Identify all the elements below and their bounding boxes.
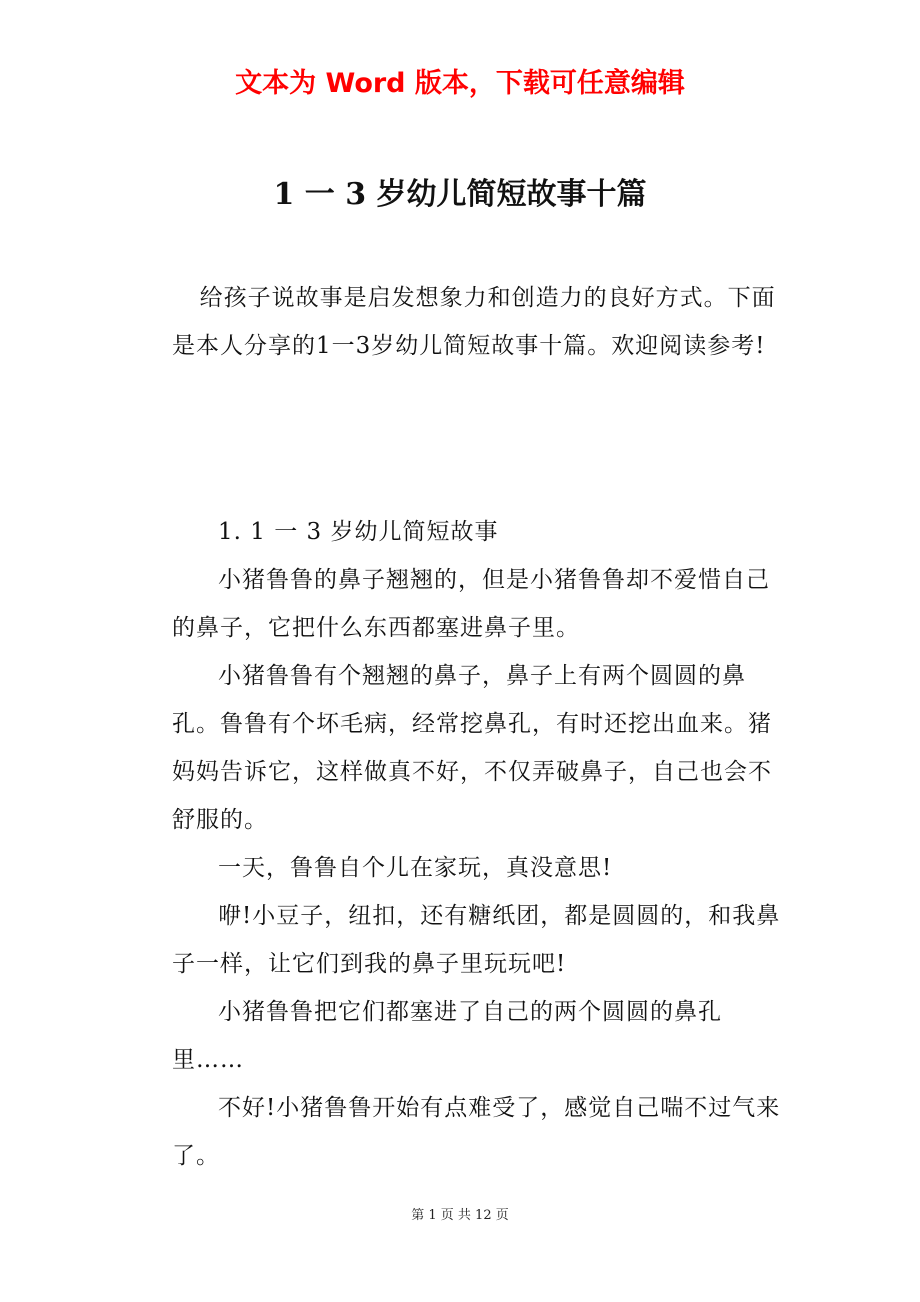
story-paragraph: 小猪鲁鲁有个翘翘的鼻子，鼻子上有两个圆圆的鼻孔。鲁鲁有个坏毛病，经常挖鼻孔，有时还挖出血来。猪妈妈告诉它，这样做真不好，不仅弄破鼻子，自己也会不舒服的。 xyxy=(172,663,772,833)
document-title: 1 一 3 岁幼儿简短故事十篇 xyxy=(273,177,647,212)
story-paragraph: 不好!小猪鲁鲁开始有点难受了，感觉自己喘不过气来了。 xyxy=(172,1095,781,1169)
story-paragraph: 一天，鲁鲁自个儿在家玩，真没意思! xyxy=(218,855,613,881)
story-section xyxy=(172,508,782,1180)
story-paragraph: 小猪鲁鲁把它们都塞进了自己的两个圆圆的鼻孔里…… xyxy=(172,999,722,1073)
page-number-footer: 第 1 页 共 12 页 xyxy=(411,1208,509,1223)
intro-paragraph: 给孩子说故事是启发想象力和创造力的良好方式。下面是本人分享的1一3岁幼儿简短故事十篇。欢迎阅读参考! xyxy=(172,285,776,359)
section-heading: 1. 1 一 3 岁幼儿简短故事 xyxy=(218,519,499,545)
story-paragraph: 小猪鲁鲁的鼻子翘翘的，但是小猪鲁鲁却不爱惜自己的鼻子，它把什么东西都塞进鼻子里。 xyxy=(172,567,770,641)
download-notice-banner: 文本为 Word 版本，下载可任意编辑 xyxy=(235,68,685,99)
story-paragraph: 咿!小豆子，纽扣，还有糖纸团，都是圆圆的，和我鼻子一样，让它们到我的鼻子里玩玩吧! xyxy=(172,903,781,977)
intro-block xyxy=(172,274,778,370)
